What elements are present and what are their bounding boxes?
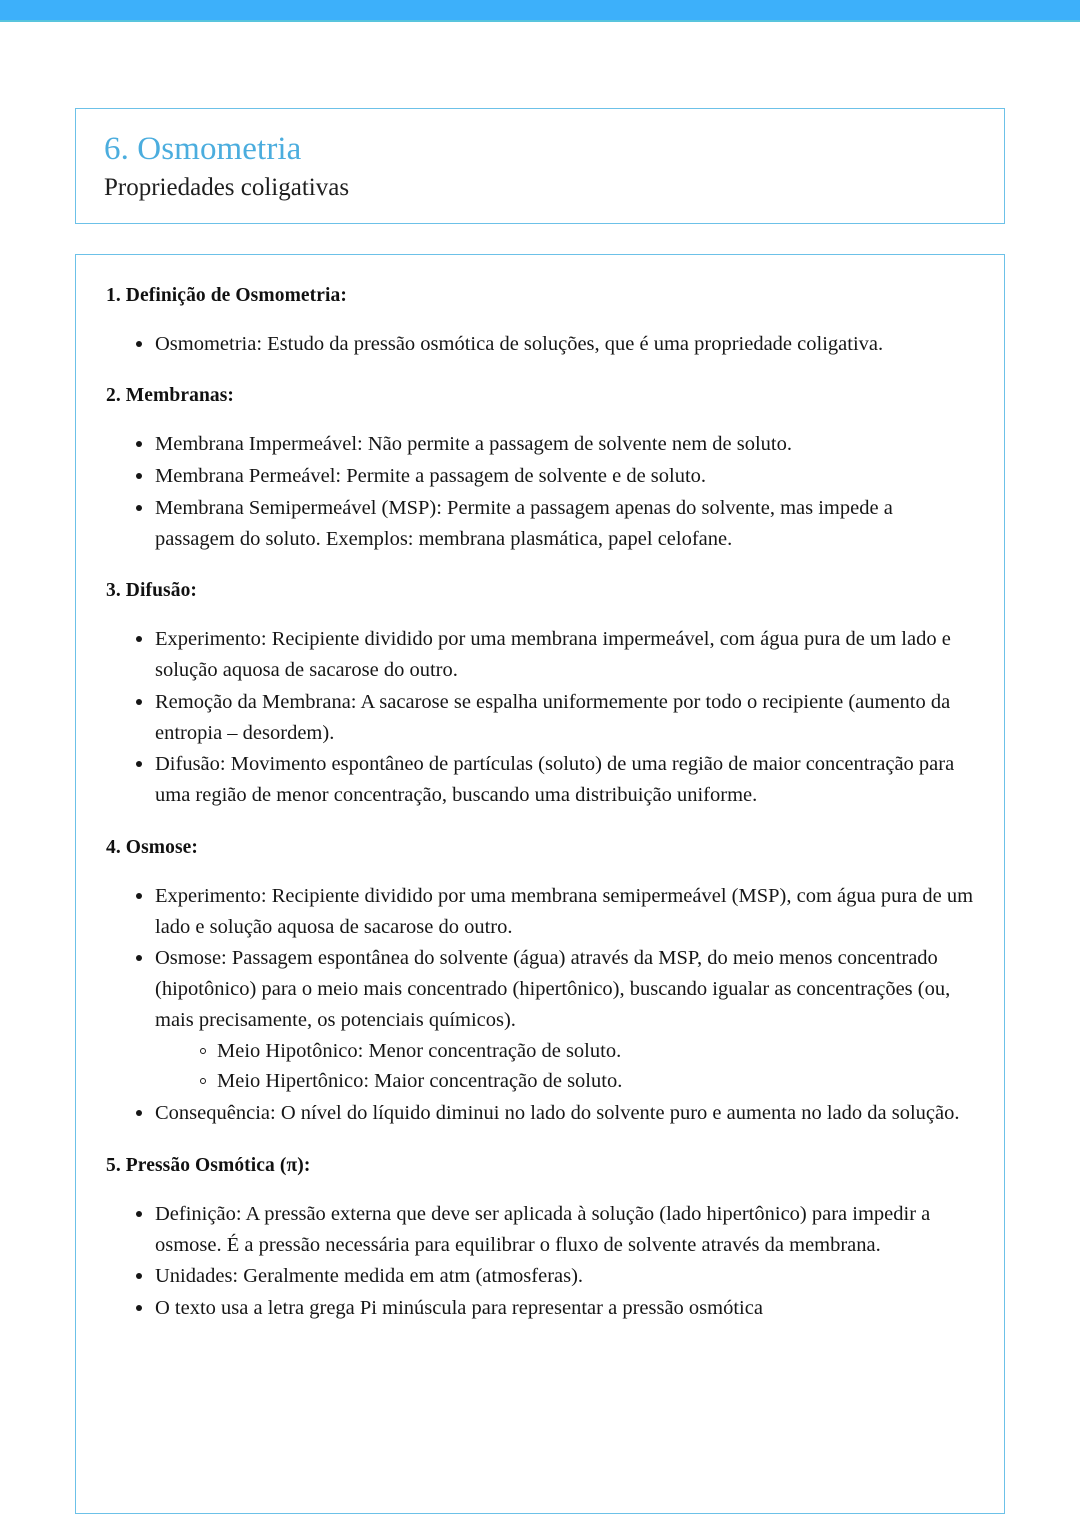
list-item: O texto usa a letra grega Pi minúscula para representar a pressão osmótica (128, 1293, 974, 1324)
page-title: 6. Osmometria (104, 131, 302, 167)
section-heading: 4. Osmose: (106, 836, 198, 858)
document-page (0, 22, 1080, 1514)
list-item: Experimento: Recipiente dividido por uma membrana semipermeável (MSP), com água pura de um lado e solução aquosa de sacarose do outro. (128, 881, 974, 943)
list-item: Remoção da Membrana: A sacarose se espalha uniformemente por todo o recipiente (aumento da entropia – desordem). (128, 687, 974, 749)
section-definicao (106, 285, 974, 360)
sub-list-item: Meio Hipertônico: Maior concentração de soluto. (191, 1066, 974, 1097)
bullet-list (106, 624, 974, 811)
list-item: Consequência: O nível do líquido diminui no lado do solvente puro e aumenta no lado da solução. (128, 1098, 974, 1129)
sub-list-item: Meio Hipotônico: Menor concentração de soluto. (191, 1036, 974, 1067)
sub-bullet-list (155, 1036, 974, 1098)
title-card (75, 108, 1005, 224)
page-subtitle: Propriedades coligativas (104, 173, 350, 201)
section-heading: 5. Pressão Osmótica (π): (106, 1154, 311, 1176)
bullet-list (106, 881, 974, 1129)
list-item: Difusão: Movimento espontâneo de partículas (soluto) de uma região de maior concentração para uma região de menor concentração, buscando uma distribuição uniforme. (128, 749, 974, 811)
top-accent-bar (0, 0, 1080, 22)
content-card (75, 254, 1005, 1514)
list-item: Osmometria: Estudo da pressão osmótica de soluções, que é uma propriedade coligativa. (128, 329, 974, 360)
list-item: Definição: A pressão externa que deve ser aplicada à solução (lado hipertônico) para impedir a osmose. É a pressão necessária para equilibrar o fluxo de solvente através da membrana. (128, 1199, 974, 1261)
section-difusao (106, 580, 974, 811)
list-item (128, 943, 974, 1097)
section-heading: 3. Difusão: (106, 580, 198, 602)
list-item-text: Osmose: Passagem espontânea do solvente (água) através da MSP, do meio menos concentrado (hipotônico) para o meio mais concentrado (hipertônico), buscando igualar as concentrações (ou, mais precisamente, os potenciais químicos). (155, 947, 951, 1031)
list-item: Experimento: Recipiente dividido por uma membrana impermeável, com água pura de um lado e solução aquosa de sacarose do outro. (128, 624, 974, 686)
section-pressao-osmotica (106, 1155, 974, 1324)
section-membranas (106, 385, 974, 554)
list-item: Membrana Permeável: Permite a passagem de solvente e de soluto. (128, 461, 974, 492)
list-item: Unidades: Geralmente medida em atm (atmosferas). (128, 1261, 974, 1292)
list-item: Membrana Impermeável: Não permite a passagem de solvente nem de soluto. (128, 429, 974, 460)
section-heading: 1. Definição de Osmometria: (106, 284, 347, 306)
bullet-list (106, 429, 974, 554)
section-heading: 2. Membranas: (106, 385, 235, 407)
bullet-list (106, 329, 974, 360)
bullet-list (106, 1199, 974, 1324)
list-item: Membrana Semipermeável (MSP): Permite a passagem apenas do solvente, mas impede a passagem do soluto. Exemplos: membrana plasmática, papel celofane. (128, 493, 974, 555)
section-osmose (106, 837, 974, 1129)
